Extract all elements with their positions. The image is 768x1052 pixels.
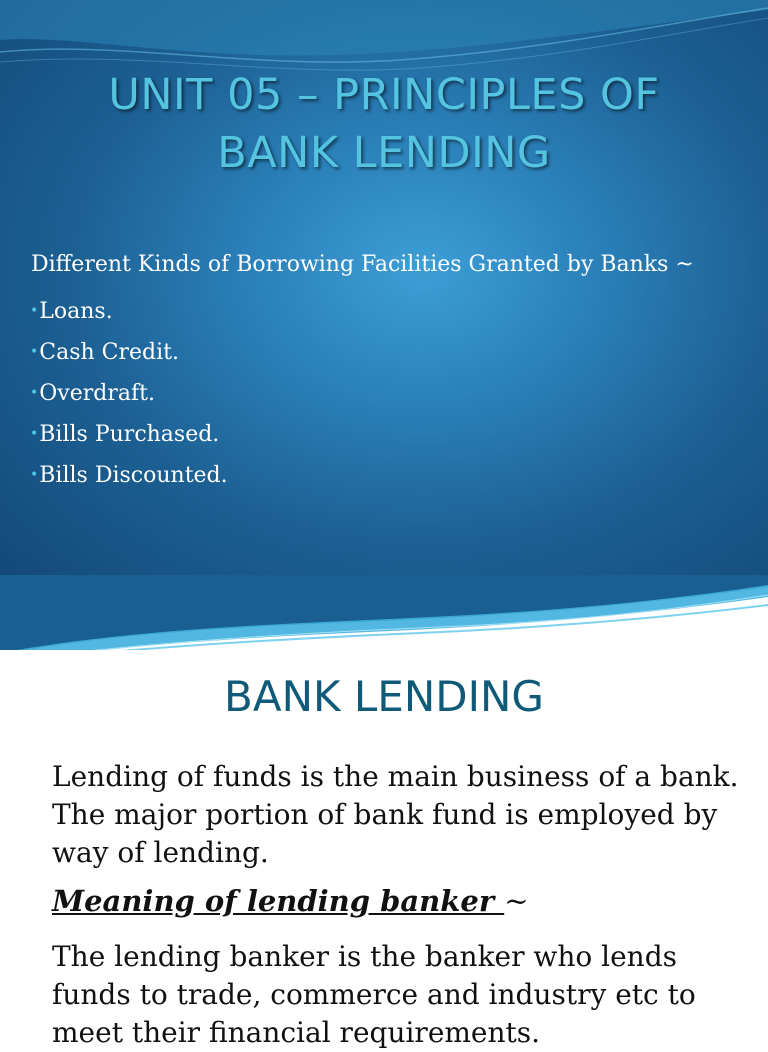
slide-2	[0, 650, 768, 1049]
bullet-icon: •	[30, 426, 39, 442]
list-item: •Bills Discounted.	[30, 463, 228, 488]
lending-banker-paragraph: The lending banker is the banker who lends funds to trade, commerce and industry etc to meet their financial requirements.	[52, 940, 696, 1049]
list-item: •Loans.	[30, 299, 113, 324]
borrowing-facilities-intro: Different Kinds of Borrowing Facilities Granted by Banks ~	[31, 252, 694, 277]
heading-emphasis: Meaning of lending banker	[52, 884, 505, 918]
bullet-icon: •	[30, 344, 39, 360]
title-line-1: UNIT 05 – PRINCIPLES OF	[108, 70, 660, 120]
title-line-2: BANK LENDING	[217, 128, 551, 178]
bullet-icon: •	[30, 467, 39, 483]
lending-banker-heading	[52, 884, 529, 918]
list-item: •Overdraft.	[30, 381, 155, 406]
list-item: •Cash Credit.	[30, 340, 179, 365]
slide-2-title: BANK LENDING	[224, 672, 544, 721]
bullet-icon: •	[30, 303, 39, 319]
slide-1-title	[0, 66, 768, 182]
lending-paragraph: Lending of funds is the main business of a bank. The major portion of bank fund is employed by way of lending.	[52, 760, 739, 869]
facilities-list	[30, 291, 228, 496]
heading-suffix: ~	[504, 884, 529, 918]
list-item: •Bills Purchased.	[30, 422, 220, 447]
bullet-icon: •	[30, 385, 39, 401]
